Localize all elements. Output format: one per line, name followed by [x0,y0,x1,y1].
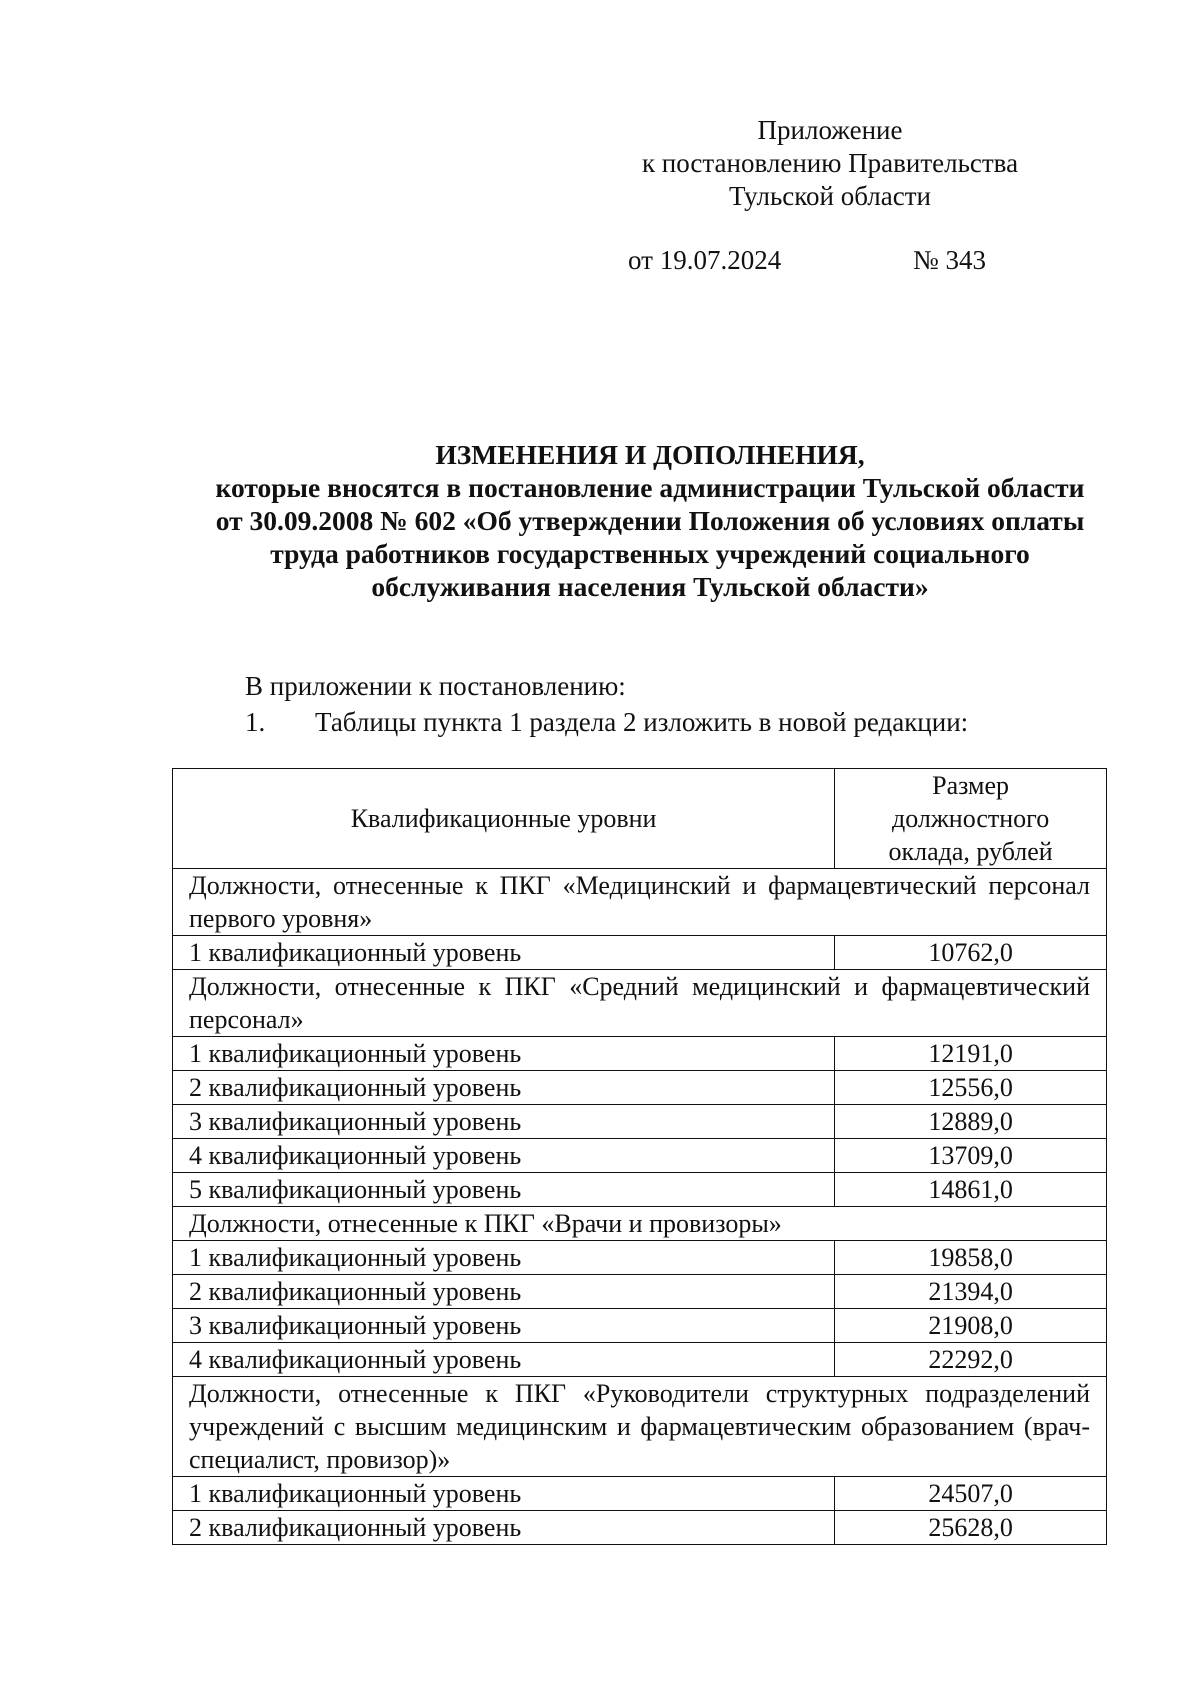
list-item-number: 1. [245,707,266,737]
table-group-row [173,1377,1107,1477]
salary-amount: 24507,0 [835,1477,1107,1511]
table-row [173,1105,1107,1139]
salary-amount: 14861,0 [835,1173,1107,1207]
salary-amount: 21908,0 [835,1309,1107,1343]
table-row [173,1275,1107,1309]
title-line: которые вносятся в постановление администрации Тульской области [215,472,1085,503]
salary-amount: 12889,0 [835,1105,1107,1139]
table-row [173,1343,1107,1377]
intro-paragraph: В приложении к постановлению: [245,671,626,701]
title-line: труда работников государственных учреждений социального [270,538,1030,569]
qualification-level: 3 квалификационный уровень [173,1309,835,1343]
group-title: Должности, отнесенные к ПКГ «Медицинский и фармацевтический персонал первого уровня» [173,869,1107,936]
list-item [245,706,968,739]
salary-amount: 22292,0 [835,1343,1107,1377]
resolution-number: № 343 [913,245,987,275]
title-line: ИЗМЕНЕНИЯ И ДОПОЛНЕНИЯ, [435,439,865,470]
qualification-level: 1 квалификационный уровень [173,1477,835,1511]
table-row [173,1309,1107,1343]
annex-line: Тульской области [729,181,931,211]
annex-header [620,114,1040,213]
table-row [173,1173,1107,1207]
salary-table [172,768,1107,1545]
list-item-text: Таблицы пункта 1 раздела 2 изложить в новой редакции: [315,707,969,737]
annex-line: Приложение [757,115,903,145]
qualification-level: 2 квалификационный уровень [173,1071,835,1105]
table-group-row [173,1207,1107,1241]
group-title: Должности, отнесенные к ПКГ «Средний медицинский и фармацевтический персонал» [173,970,1107,1037]
qualification-level: 2 квалификационный уровень [173,1511,835,1545]
table-header-row [173,769,1107,869]
salary-amount: 12556,0 [835,1071,1107,1105]
qualification-level: 2 квалификационный уровень [173,1275,835,1309]
table-row [173,1071,1107,1105]
qualification-level: 4 квалификационный уровень [173,1343,835,1377]
salary-amount: 12191,0 [835,1037,1107,1071]
annex-line: к постановлению Правительства [641,148,1019,178]
qualification-level: 1 квалификационный уровень [173,936,835,970]
qualification-level: 3 квалификационный уровень [173,1105,835,1139]
table-group-row [173,970,1107,1037]
group-title: Должности, отнесенные к ПКГ «Руководители структурных подразделений учреждений с высшим медицинским и фармацевтическим образованием (врач-специалист, провизор)» [173,1377,1107,1477]
column-header-salary: Размер должностного оклада, рублей [835,769,1107,869]
table-row [173,1139,1107,1173]
resolution-date: от 19.07.2024 [628,245,782,275]
column-header-level: Квалификационные уровни [173,769,835,869]
table-row [173,1477,1107,1511]
salary-amount: 25628,0 [835,1511,1107,1545]
salary-amount: 19858,0 [835,1241,1107,1275]
qualification-level: 1 квалификационный уровень [173,1241,835,1275]
salary-amount: 10762,0 [835,936,1107,970]
table-row [173,936,1107,970]
document-title [170,438,1130,603]
title-line: обслуживания населения Тульской области» [371,571,929,602]
group-title: Должности, отнесенные к ПКГ «Врачи и провизоры» [173,1207,1107,1241]
salary-amount: 21394,0 [835,1275,1107,1309]
table-row [173,1037,1107,1071]
salary-amount: 13709,0 [835,1139,1107,1173]
table-group-row [173,869,1107,936]
title-line: от 30.09.2008 № 602 «Об утверждении Положения об условиях оплаты [215,505,1085,536]
table-row [173,1241,1107,1275]
table-row [173,1511,1107,1545]
qualification-level: 4 квалификационный уровень [173,1139,835,1173]
table-body [173,869,1107,1545]
qualification-level: 1 квалификационный уровень [173,1037,835,1071]
qualification-level: 5 квалификационный уровень [173,1173,835,1207]
